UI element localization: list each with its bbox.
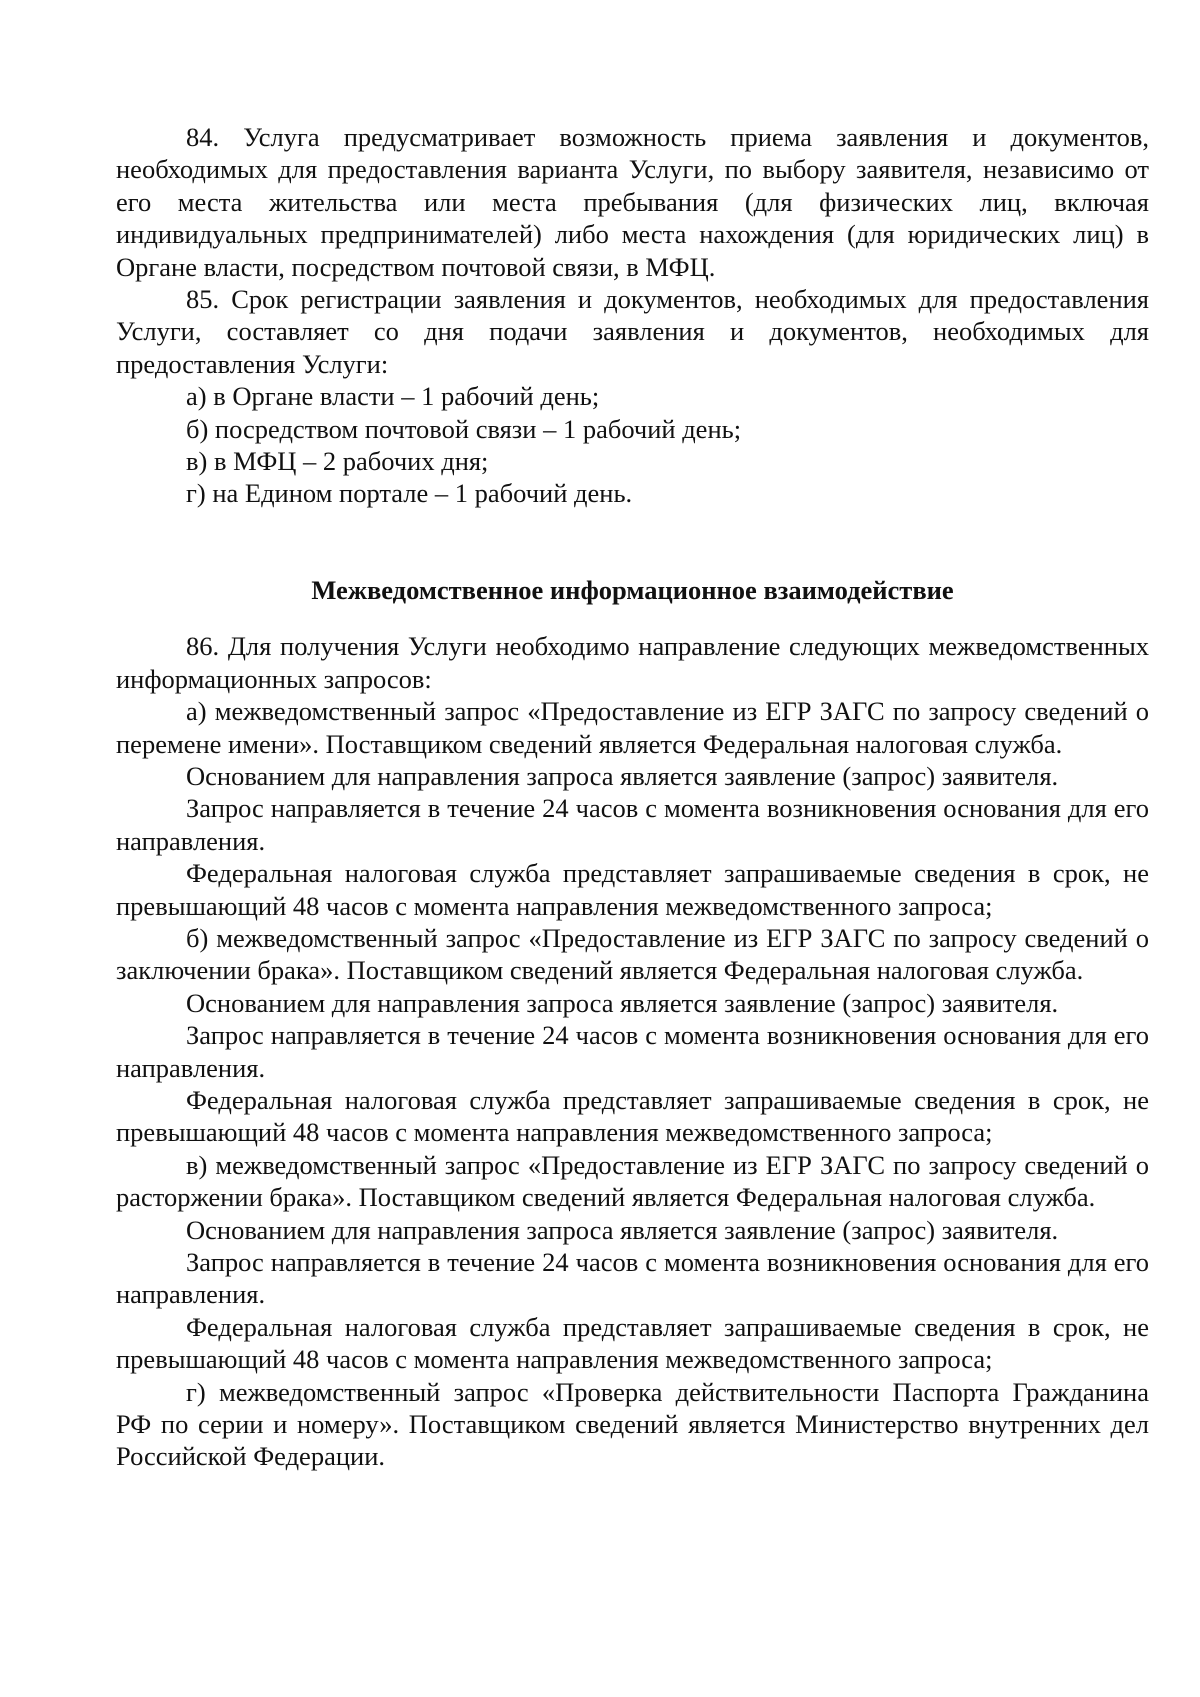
list-item-85-b: б) посредством почтовой связи – 1 рабочий день; [186, 413, 742, 444]
section-heading: Межведомственное информационное взаимодействие [311, 574, 954, 605]
list-item-85-g: г) на Едином портале – 1 рабочий день. [186, 478, 633, 509]
request-b-timing: Запрос направляется в течение 24 часов с момента возникновения основания для его направления. [116, 1020, 1149, 1083]
request-a: а) межведомственный запрос «Предоставление из ЕГР ЗАГС по запросу сведений о перемене имени». Поставщиком сведений является Федеральная налоговая служба. [116, 696, 1149, 759]
request-a-timing: Запрос направляется в течение 24 часов с момента возникновения основания для его направления. [116, 793, 1149, 856]
request-b: б) межведомственный запрос «Предоставление из ЕГР ЗАГС по запросу сведений о заключении брака». Поставщиком сведений является Федеральная налоговая служба. [116, 922, 1149, 986]
request-v: в) межведомственный запрос «Предоставление из ЕГР ЗАГС по запросу сведений о расторжении брака». Поставщиком сведений является Федеральная налоговая служба. [116, 1149, 1149, 1213]
list-item-85-a: а) в Органе власти – 1 рабочий день; [186, 381, 600, 412]
request-v-timing: Запрос направляется в течение 24 часов с момента возникновения основания для его направления. [116, 1247, 1149, 1310]
request-a-basis: Основанием для направления запроса является заявление (запрос) заявителя. [186, 760, 1059, 791]
paragraph-85: 85. Срок регистрации заявления и документов, необходимых для предоставления Услуги, составляет со дня подачи заявления и документов, необходимых для предоставления Услуги: [116, 284, 1149, 379]
request-b-response: Федеральная налоговая служба представляет запрашиваемые сведения в срок, не превышающий 48 часов с момента направления межведомственного запроса; [116, 1084, 1149, 1148]
request-b-basis: Основанием для направления запроса является заявление (запрос) заявителя. [186, 987, 1059, 1018]
request-a-response: Федеральная налоговая служба представляет запрашиваемые сведения в срок, не превышающий 48 часов с момента направления межведомственного запроса; [116, 858, 1149, 921]
document-body [116, 121, 1149, 1473]
request-v-basis: Основанием для направления запроса является заявление (запрос) заявителя. [186, 1214, 1059, 1245]
list-item-85-v: в) в МФЦ – 2 рабочих дня; [186, 446, 489, 477]
paragraph-86: 86. Для получения Услуги необходимо направление следующих межведомственных информационных запросов: [116, 631, 1149, 694]
paragraph-84: 84. Услуга предусматривает возможность приема заявления и документов, необходимых для предоставления варианта Услуги, по выбору заявителя, независимо от его места жительства или места пребывания (для физических лиц, включая индивидуальных предпринимателей) либо места нахождения (для юридических лиц) в Органе власти, посредством почтовой связи, в МФЦ. [116, 122, 1149, 282]
request-g: г) межведомственный запрос «Проверка действительности Паспорта Гражданина РФ по серии и номеру». Поставщиком сведений является Министерство внутренних дел Российской Федерации. [116, 1376, 1149, 1472]
request-v-response: Федеральная налоговая служба представляет запрашиваемые сведения в срок, не превышающий 48 часов с момента направления межведомственного запроса; [116, 1311, 1149, 1375]
